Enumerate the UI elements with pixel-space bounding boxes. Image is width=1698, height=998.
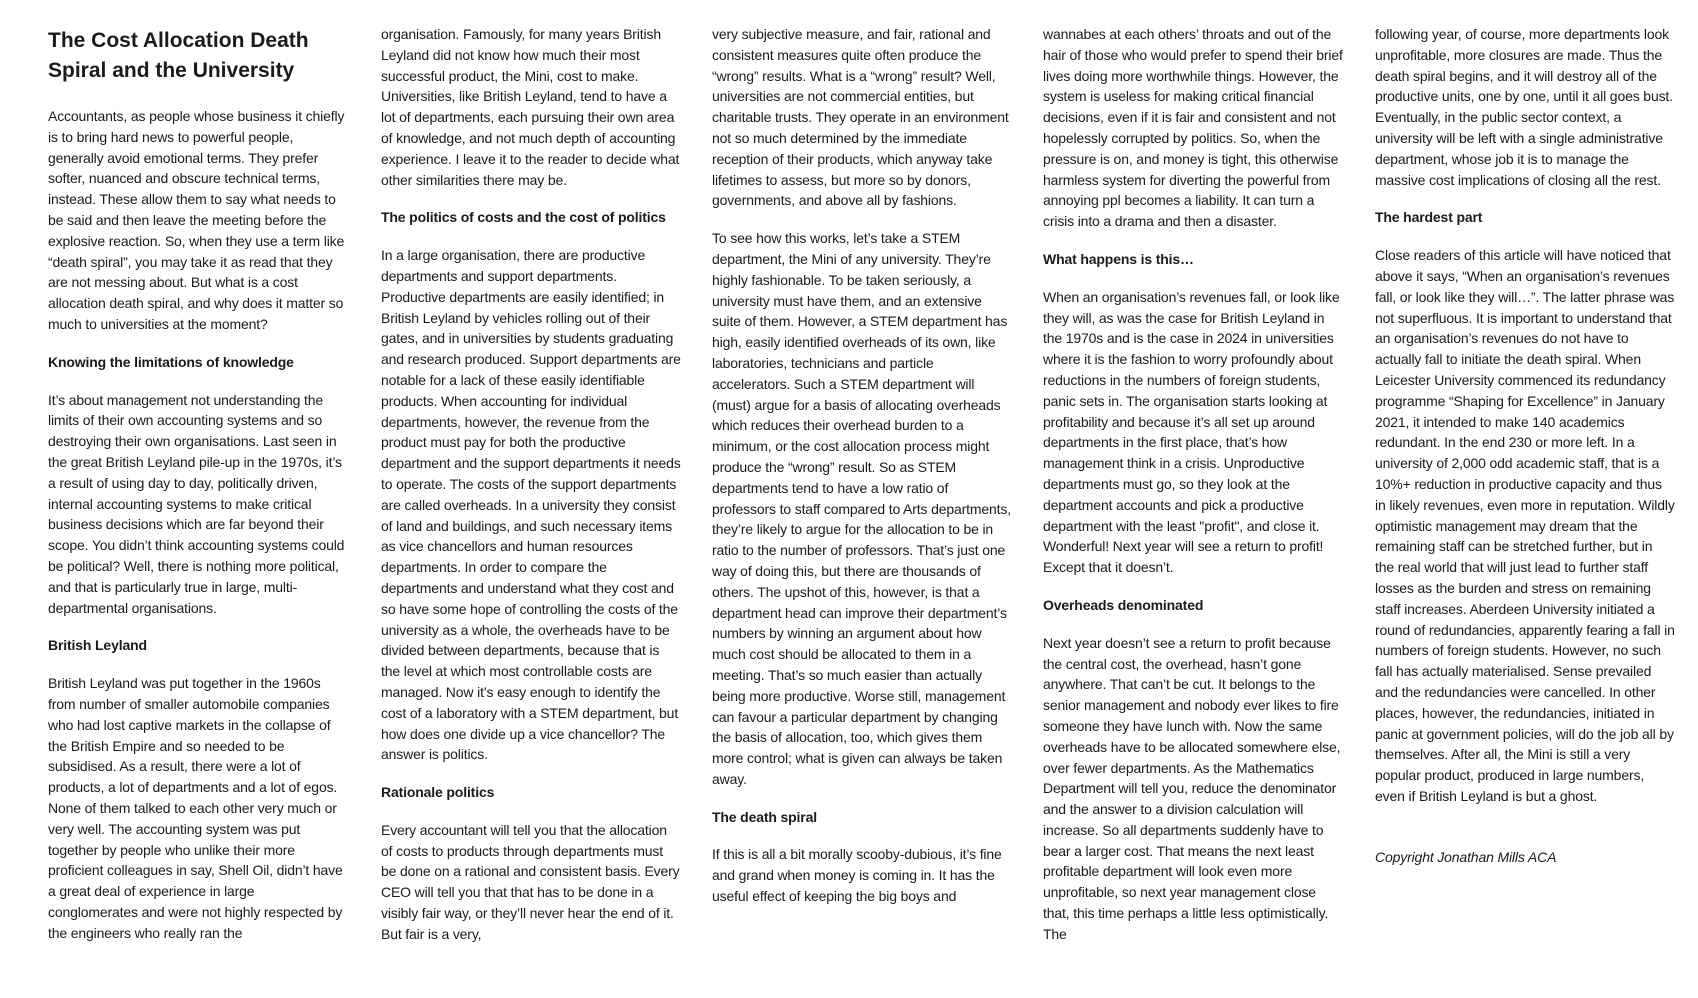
paragraph: wannabes at each others’ throats and out of the hair of those who would prefer to spend their brief lives doing more worthwhile things. However, the system is useless for making critical financial decisions, even if it is fair and consistent and not hopelessly corrupted by politics. So, when the pressure is on, and money is tight, this otherwise harmless system for diverting the powerful from annoying ppl becomes a liability. It can turn a crisis into a drama and then a disaster.	[1043, 26, 1343, 230]
section-heading: Overheads denominated	[1043, 596, 1204, 613]
paragraph: To see how this works, let’s take a STEM department, the Mini of any university. They’re highly fashionable. To be taken seriously, a university must have them, and an extensive suite of them. However, a STEM department has high, easily identified overheads of its own, like laboratories, technicians and particle accelerators. Such a STEM department will (must) argue for a basis of allocating overheads which reduces their overhead burden to a minimum, or the cost allocation process might produce the “wrong” result. So as STEM departments tend to have a low ratio of professors to staff compared to Arts departments, they’re likely to argue for the allocation to be in ratio to the number of professors. That’s just one way of doing this, but there are thousands of others. The upshot of this, however, is that a department head can improve their department’s numbers by winning an argument about how much cost should be allocated to them in a meeting. That’s so much easier than actually being more productive. Worse still, management can favour a particular department by changing the basis of allocation, too, which gives them more control; what is given can always be taken away.	[712, 230, 1011, 787]
column-2	[381, 24, 681, 962]
paragraph: organisation. Famously, for many years British Leyland did not know how much their most successful product, the Mini, cost to make. Universities, like British Leyland, tend to have a lot of departments, each pursuing their own area of knowledge, and not much depth of accounting experience. I leave it to the reader to decide what other similarities there may be.	[381, 26, 680, 188]
column-1	[48, 24, 348, 960]
section-heading: The hardest part	[1375, 209, 1483, 226]
column-5	[1375, 24, 1675, 884]
section-heading: The death spiral	[712, 808, 817, 825]
paragraph: It’s about management not understanding the limits of their own accounting systems and so destroying their own organisations. Last seen in the great British Leyland pile-up in the 1970s, it’s a result of using day to day, politically driven, internal accounting systems to make critical business decisions which are far beyond their scope. You didn’t think accounting systems could be political? Well, there is nothing more political, and that is particularly true in large, multi-departmental organisations.	[48, 391, 345, 616]
paragraph: Accountants, as people whose business it chiefly is to bring hard news to powerful people, generally avoid emotional terms. They prefer softer, nuanced and obscure technical terms, instead. These allow them to say what needs to be said and then leave the meeting before the explosive reaction. So, when they use a term like “death spiral”, you may take it as read that they are not messing about. But what is a cost allocation death spiral, and why does it matter so much to universities at the moment?	[48, 108, 345, 332]
article-title: The Cost Allocation Death Spiral and the University	[48, 29, 309, 82]
paragraph: Close readers of this article will have noticed that above it says, “When an organisation’s revenues fall, or look like they will…”. The latter phrase was not superfluous. It is important to understand that an organisation’s revenues do not have to actually fall to initiate the death spiral. When Leicester University commenced its redundancy programme “Shaping for Excellence” in January 2021, it intended to make 140 academics redundant. In the end 230 or more left. In a university of 2,000 odd academic staff, that is a 10%+ reduction in productive capacity and thus in likely revenues, even more in reputation. Wildly optimistic management may dream that the remaining staff can be stretched further, but in the real world that will just lead to further staff losses as the burden and stress on remaining staff increases. Aberdeen University initiated a round of redundancies, apparently fearing a fall in numbers of foreign students. However, no such fall has actually materialised. Sense prevailed and the redundancies were cancelled. In other places, however, the redundancies, initiated in panic at government policies, will do the job all by themselves. After all, the Mini is still a very popular product, produced in large numbers, even if British Leyland is but a ghost.	[1375, 247, 1675, 804]
section-heading: Knowing the limitations of knowledge	[48, 353, 294, 370]
copyright-credit: Copyright Jonathan Mills ACA	[1375, 848, 1557, 865]
paragraph: following year, of course, more departments look unprofitable, more closures are made. Thus the death spiral begins, and it will destroy all of the productive units, one by one, until it all goes bust. Eventually, in the public sector context, a university will be left with a single administrative department, whose job it is to manage the massive cost implications of closing all the rest.	[1375, 26, 1673, 188]
paragraph: If this is all a bit morally scooby-dubious, it’s fine and grand when money is coming in. It has the useful effect of keeping the big boys and	[712, 846, 1002, 905]
section-heading: British Leyland	[48, 637, 147, 654]
paragraph: Next year doesn’t see a return to profit because the central cost, the overhead, hasn’t gone anywhere. That can’t be cut. It belongs to the senior management and nobody ever likes to fire someone they have lunch with. Now the same overheads have to be allocated somewhere else, over fewer departments. As the Mathematics Department will tell you, reduce the denominator and the answer to a division calculation will increase. So all departments suddenly have to bear a larger cost. That means the next least profitable department will look even more unprofitable, so next year management close that, this time perhaps a little less optimistically. The	[1043, 634, 1341, 942]
paragraph: Every accountant will tell you that the allocation of costs to products through departments must be done on a rational and consistent basis. Every CEO will tell you that that has to be done in a visibly fair way, or they’ll never hear the end of it. But fair is a very,	[381, 821, 680, 942]
paragraph: When an organisation’s revenues fall, or look like they will, as was the case for British Leyland in the 1970s and is the case in 2024 in universities where it is the fashion to worry profoundly about reductions in the numbers of foreign students, panic sets in. The organisation starts looking at profitability and because it’s all set up around departments in the first place, that’s how management think in a crisis. Unproductive departments must go, so they look at the department accounts and pick a productive department with the least "profit", and close it. Wonderful! Next year will see a return to profit! Except that it doesn’t.	[1043, 288, 1340, 576]
section-heading: The politics of costs and the cost of politics	[381, 209, 666, 226]
column-4	[1043, 24, 1343, 962]
section-heading: What happens is this…	[1043, 250, 1194, 267]
column-3	[712, 24, 1012, 924]
paragraph: In a large organisation, there are productive departments and support departments. Productive departments are easily identified; in British Leyland by vehicles rolling out of their gates, and in universities by students graduating and research produced. Support departments are notable for a lack of these easily identifiable products. When accounting for individual departments, however, the revenue from the product must pay for both the productive department and the support departments it needs to operate. The costs of the support departments are called overheads. In a university they consist of land and buildings, and such necessary items as vice chancellors and human resources departments. In order to compare the departments and understand what they cost and so have some hope of controlling the costs of the university as a whole, the overheads have to be divided between departments, because that is the level at which most controllable costs are managed. Now it’s easy enough to identify the cost of a laboratory with a STEM department, but how does one divide up a vice chancellor? The answer is politics.	[381, 247, 681, 763]
paragraph: very subjective measure, and fair, rational and consistent measures quite often produce the “wrong” results. What is a “wrong” result? Well, universities are not commercial entities, but charitable trusts. They operate in an environment not so much determined by the immediate reception of their products, which anyway take lifetimes to assess, but more so by donors, governments, and above all by fashions.	[712, 26, 1009, 209]
section-heading: Rationale politics	[381, 784, 495, 801]
paragraph: British Leyland was put together in the 1960s from number of smaller automobile companies who had lost captive markets in the collapse of the British Empire and so needed to be subsidised. As a result, there were a lot of products, a lot of departments and a lot of egos. None of them talked to each other very much or very well. The accounting system was put together by people who unlike their more proficient colleagues in say, Shell Oil, didn’t have a great deal of experience in large conglomerates and were not highly respected by the engineers who really ran the	[48, 675, 343, 941]
